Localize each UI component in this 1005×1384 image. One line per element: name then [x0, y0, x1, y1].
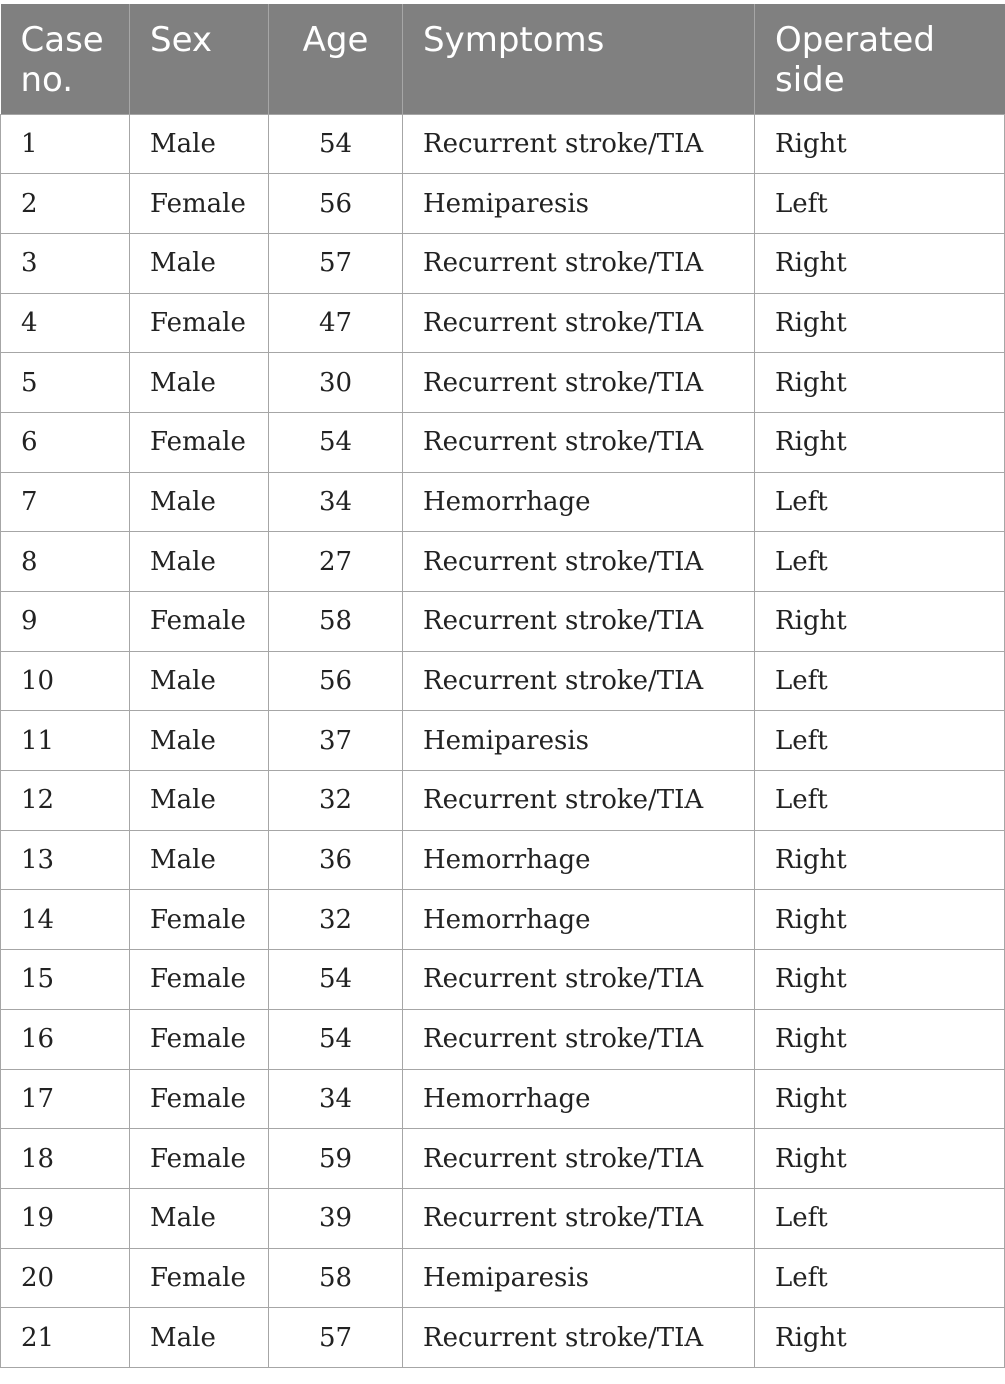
cell-symptoms: Hemiparesis: [403, 174, 755, 234]
cell-case: 14: [1, 890, 130, 950]
cell-operated-side: Right: [755, 412, 1005, 472]
table-row: [1, 233, 1005, 293]
cell-symptoms: Recurrent stroke/TIA: [403, 353, 755, 413]
cell-operated-side: Right: [755, 293, 1005, 353]
cell-sex: Female: [130, 1069, 269, 1129]
header-sex: Sex: [130, 4, 269, 114]
table-row: [1, 890, 1005, 950]
header-case: Case no.: [1, 4, 130, 114]
cell-operated-side: Right: [755, 830, 1005, 890]
cell-age: 57: [269, 1308, 403, 1368]
header-symptoms: Symptoms: [403, 4, 755, 114]
cell-operated-side: Right: [755, 114, 1005, 174]
table-row: [1, 1069, 1005, 1129]
table-row: [1, 293, 1005, 353]
header-row: [1, 4, 1005, 114]
cell-case: 7: [1, 472, 130, 532]
table-body: [1, 114, 1005, 1367]
table-header: [1, 4, 1005, 114]
cell-operated-side: Right: [755, 233, 1005, 293]
cell-age: 37: [269, 711, 403, 771]
cell-symptoms: Recurrent stroke/TIA: [403, 1188, 755, 1248]
cell-case: 8: [1, 532, 130, 592]
cell-age: 57: [269, 233, 403, 293]
cell-age: 54: [269, 114, 403, 174]
cell-sex: Male: [130, 830, 269, 890]
table-row: [1, 353, 1005, 413]
table-row: [1, 1009, 1005, 1069]
cell-sex: Male: [130, 1308, 269, 1368]
cell-case: 6: [1, 412, 130, 472]
cell-symptoms: Recurrent stroke/TIA: [403, 771, 755, 831]
cell-sex: Female: [130, 950, 269, 1010]
cell-age: 56: [269, 651, 403, 711]
cell-case: 17: [1, 1069, 130, 1129]
cell-case: 9: [1, 592, 130, 652]
cell-symptoms: Recurrent stroke/TIA: [403, 412, 755, 472]
table-row: [1, 1308, 1005, 1368]
cell-age: 27: [269, 532, 403, 592]
cell-age: 56: [269, 174, 403, 234]
cell-sex: Male: [130, 353, 269, 413]
cell-symptoms: Recurrent stroke/TIA: [403, 532, 755, 592]
cell-symptoms: Recurrent stroke/TIA: [403, 950, 755, 1010]
cell-case: 11: [1, 711, 130, 771]
cell-case: 1: [1, 114, 130, 174]
cell-age: 39: [269, 1188, 403, 1248]
cell-symptoms: Hemorrhage: [403, 1069, 755, 1129]
table-row: [1, 950, 1005, 1010]
cell-case: 5: [1, 353, 130, 413]
cell-operated-side: Right: [755, 950, 1005, 1010]
table-row: [1, 174, 1005, 234]
cell-case: 19: [1, 1188, 130, 1248]
cell-symptoms: Hemiparesis: [403, 1248, 755, 1308]
cell-sex: Male: [130, 771, 269, 831]
cell-sex: Male: [130, 532, 269, 592]
cell-symptoms: Recurrent stroke/TIA: [403, 1009, 755, 1069]
cell-sex: Female: [130, 293, 269, 353]
cell-case: 16: [1, 1009, 130, 1069]
table-row: [1, 1129, 1005, 1189]
cell-symptoms: Recurrent stroke/TIA: [403, 1129, 755, 1189]
cell-operated-side: Right: [755, 1308, 1005, 1368]
cell-operated-side: Left: [755, 651, 1005, 711]
cell-age: 47: [269, 293, 403, 353]
cell-sex: Female: [130, 592, 269, 652]
cell-operated-side: Left: [755, 771, 1005, 831]
cell-operated-side: Right: [755, 890, 1005, 950]
cell-symptoms: Recurrent stroke/TIA: [403, 651, 755, 711]
cell-sex: Female: [130, 1248, 269, 1308]
cell-case: 18: [1, 1129, 130, 1189]
cell-sex: Female: [130, 1129, 269, 1189]
cell-sex: Female: [130, 174, 269, 234]
cell-case: 4: [1, 293, 130, 353]
cell-case: 3: [1, 233, 130, 293]
cell-operated-side: Left: [755, 1248, 1005, 1308]
cell-symptoms: Recurrent stroke/TIA: [403, 1308, 755, 1368]
cell-symptoms: Recurrent stroke/TIA: [403, 592, 755, 652]
cell-sex: Female: [130, 1009, 269, 1069]
table-row: [1, 412, 1005, 472]
table-row: [1, 532, 1005, 592]
cell-symptoms: Hemorrhage: [403, 472, 755, 532]
cell-case: 2: [1, 174, 130, 234]
cell-sex: Male: [130, 651, 269, 711]
cell-sex: Male: [130, 472, 269, 532]
cell-case: 21: [1, 1308, 130, 1368]
cell-operated-side: Left: [755, 472, 1005, 532]
table-row: [1, 771, 1005, 831]
table-row: [1, 711, 1005, 771]
cell-sex: Female: [130, 890, 269, 950]
cell-operated-side: Left: [755, 174, 1005, 234]
cell-age: 54: [269, 412, 403, 472]
cell-operated-side: Right: [755, 1069, 1005, 1129]
cell-age: 30: [269, 353, 403, 413]
cell-case: 15: [1, 950, 130, 1010]
cell-symptoms: Recurrent stroke/TIA: [403, 114, 755, 174]
cell-age: 32: [269, 890, 403, 950]
cell-symptoms: Recurrent stroke/TIA: [403, 293, 755, 353]
cell-operated-side: Right: [755, 1009, 1005, 1069]
table-row: [1, 830, 1005, 890]
cell-operated-side: Right: [755, 1129, 1005, 1189]
cell-age: 34: [269, 1069, 403, 1129]
cell-case: 10: [1, 651, 130, 711]
cell-operated-side: Right: [755, 592, 1005, 652]
cell-operated-side: Left: [755, 711, 1005, 771]
table-row: [1, 651, 1005, 711]
cell-sex: Female: [130, 412, 269, 472]
cell-symptoms: Recurrent stroke/TIA: [403, 233, 755, 293]
cell-sex: Male: [130, 114, 269, 174]
cell-sex: Male: [130, 711, 269, 771]
cell-age: 54: [269, 1009, 403, 1069]
cell-operated-side: Left: [755, 532, 1005, 592]
cell-symptoms: Hemiparesis: [403, 711, 755, 771]
cell-age: 36: [269, 830, 403, 890]
cell-age: 54: [269, 950, 403, 1010]
cell-case: 20: [1, 1248, 130, 1308]
cell-age: 59: [269, 1129, 403, 1189]
cell-case: 12: [1, 771, 130, 831]
cell-age: 58: [269, 592, 403, 652]
table-row: [1, 114, 1005, 174]
table-row: [1, 1188, 1005, 1248]
cell-age: 34: [269, 472, 403, 532]
header-age: Age: [269, 4, 403, 114]
cell-symptoms: Hemorrhage: [403, 830, 755, 890]
table-row: [1, 1248, 1005, 1308]
patient-table: [0, 4, 1005, 1368]
table-row: [1, 592, 1005, 652]
cell-case: 13: [1, 830, 130, 890]
cell-operated-side: Left: [755, 1188, 1005, 1248]
table-row: [1, 472, 1005, 532]
cell-age: 32: [269, 771, 403, 831]
cell-sex: Male: [130, 1188, 269, 1248]
cell-operated-side: Right: [755, 353, 1005, 413]
header-operated-side: Operated side: [755, 4, 1005, 114]
cell-symptoms: Hemorrhage: [403, 890, 755, 950]
cell-sex: Male: [130, 233, 269, 293]
cell-age: 58: [269, 1248, 403, 1308]
